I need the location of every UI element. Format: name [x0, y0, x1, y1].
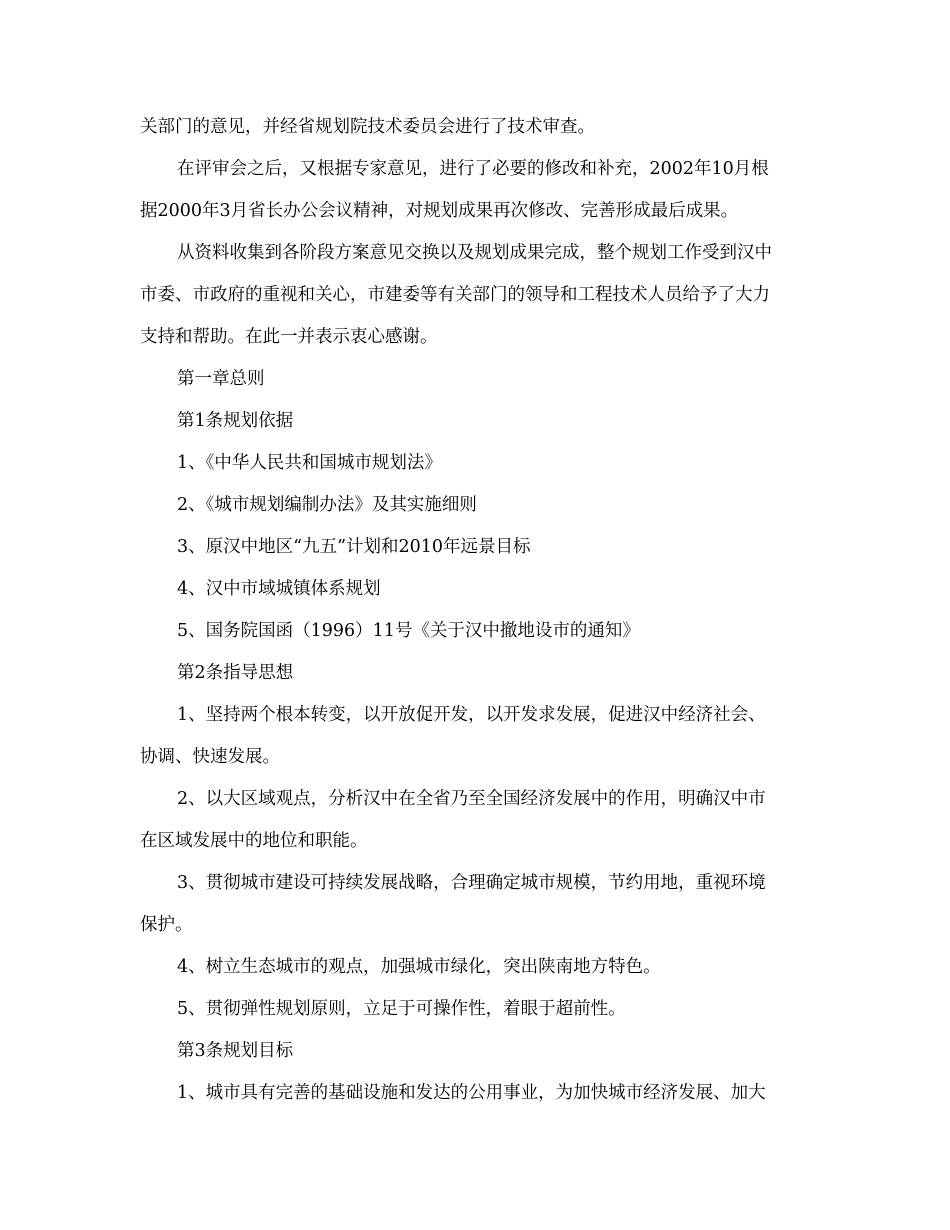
paragraph-line: 支持和帮助。在此一并表示衷心感谢。 [140, 327, 438, 347]
paragraph-line: 市委、市政府的重视和关心，市建委等有关部门的领导和工程技术人员给予了大力 [140, 285, 770, 305]
paragraph-line: 4、汉中市域城镇体系规划 [177, 579, 381, 599]
paragraph-line: 1、城市具有完善的基础设施和发达的公用事业，为加快城市经济发展、加大 [177, 1083, 766, 1103]
paragraph-line: 第1条规划依据 [177, 411, 294, 431]
paragraph-line: 3、贯彻城市建设可持续发展战略，合理确定城市规模，节约用地，重视环境 [177, 873, 766, 893]
paragraph-line: 1、坚持两个根本转变，以开放促开发，以开发求发展，促进汉中经济社会、 [177, 705, 766, 725]
paragraph-line: 第一章总则 [177, 369, 265, 389]
paragraph-line: 据2000年3月省长办公会议精神，对规划成果再次修改、完善形成最后成果。 [140, 201, 739, 221]
paragraph-line: 在评审会之后，又根据专家意见，进行了必要的修改和补充，2002年10月根 [177, 159, 769, 179]
paragraph-line: 保护。 [140, 915, 193, 935]
paragraph-line: 第3条规划目标 [177, 1041, 294, 1061]
paragraph-line: 从资料收集到各阶段方案意见交换以及规划成果完成，整个规划工作受到汉中 [177, 243, 772, 263]
paragraph-line: 2、以大区域观点，分析汉中在全省乃至全国经济发展中的作用，明确汉中市 [177, 789, 766, 809]
paragraph-line: 2、《城市规划编制办法》及其实施细则 [177, 495, 477, 515]
paragraph-line: 第2条指导思想 [177, 663, 294, 683]
paragraph-line: 3、原汉中地区“九五”计划和2010年远景目标 [177, 537, 531, 557]
paragraph-line: 1、《中华人民共和国城市规划法》 [177, 453, 442, 473]
paragraph-line: 关部门的意见，并经省规划院技术委员会进行了技术审查。 [140, 117, 595, 137]
paragraph-line: 在区域发展中的地位和职能。 [140, 831, 368, 851]
paragraph-line: 4、树立生态城市的观点，加强城市绿化，突出陕南地方特色。 [177, 957, 661, 977]
paragraph-line: 5、贯彻弹性规划原则，立足于可操作性，着眼于超前性。 [177, 999, 626, 1019]
paragraph-line: 协调、快速发展。 [140, 747, 280, 767]
paragraph-line: 5、国务院国函（1996）11号《关于汉中撤地设市的通知》 [177, 621, 640, 641]
document-body [140, 106, 812, 1114]
